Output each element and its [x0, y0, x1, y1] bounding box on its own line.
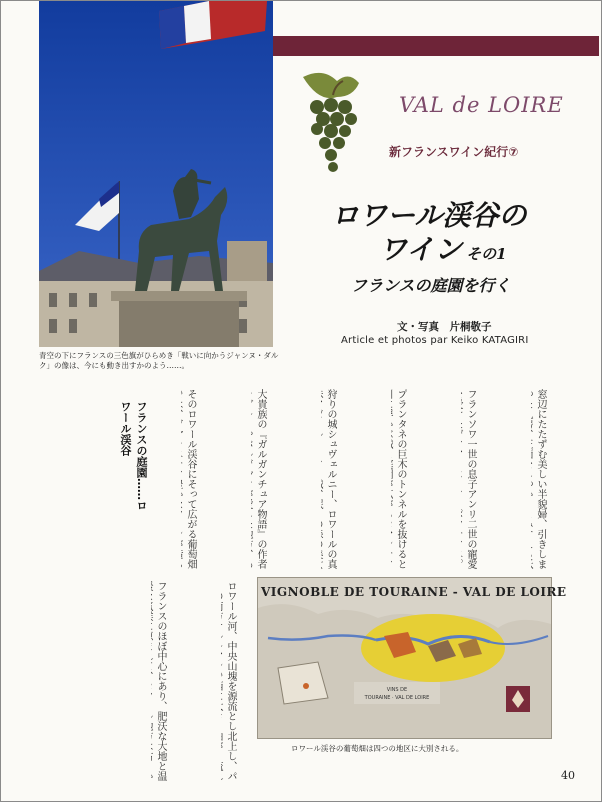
body-column: 大貴族の『ガルガンチュア物語』の作者 [255, 389, 266, 569]
svg-text:VINS DE: VINS DE [386, 687, 408, 693]
title-line-2: ワイン [379, 233, 463, 266]
map-caption: ロワール渓谷の葡萄畑は四つの地区に大別される。 [291, 744, 464, 753]
title-part-number: その1 [466, 245, 507, 263]
vineyard-map [257, 577, 552, 739]
svg-text:TOURAINE · VAL DE LOIRE: TOURAINE · VAL DE LOIRE [364, 695, 430, 701]
body-column: フランソワ一世の息子アンリ二世の寵愛 [465, 389, 476, 569]
author-credit-jp: 文・写真 片桐敬子 [397, 321, 492, 333]
author-credit-fr: Article et photos par Keiko KATAGIRI [341, 335, 529, 346]
statue-photo [39, 1, 273, 347]
header-banner [273, 36, 599, 56]
title-line-1: ロワール渓谷の [331, 199, 527, 232]
body-column: 窓辺にたたずむ美しい半貌婦、引きしま [535, 389, 546, 569]
map-title: VIGNOBLE DE TOURAINE - VAL DE LOIRE [261, 585, 567, 599]
body-column: プランタネの巨木のトンネルを抜けると [395, 389, 406, 569]
article-subtitle: フランスの庭園を行く [351, 276, 511, 295]
article-title [331, 199, 526, 271]
val-de-loire-heading: VAL de LOIRE [399, 93, 564, 117]
body-column: フランスのほぼ中心にあり、肥沃な大地と温 [155, 581, 166, 781]
grape-illustration-icon [293, 67, 367, 179]
page-number: 40 [561, 769, 575, 782]
body-text-lower [31, 581, 251, 781]
series-title: 新フランスワイン紀行⑦ [389, 145, 519, 159]
section-heading: フランスの庭園……ロワール渓谷 [119, 401, 148, 511]
photo-caption: 青空の下にフランスの三色旗がひらめき「戦いに向かうジャンヌ・ダルク」の像は、今にも動き出すかのよう……。 [39, 351, 279, 370]
body-column: ロワール河、中央山塊を源流とし北上し、パ [225, 581, 236, 781]
body-column: 狩りの城シュヴェルニー、ロワールの真 [325, 389, 336, 569]
body-column: そのロワール渓谷にそって広がる葡萄畑 [185, 389, 196, 569]
